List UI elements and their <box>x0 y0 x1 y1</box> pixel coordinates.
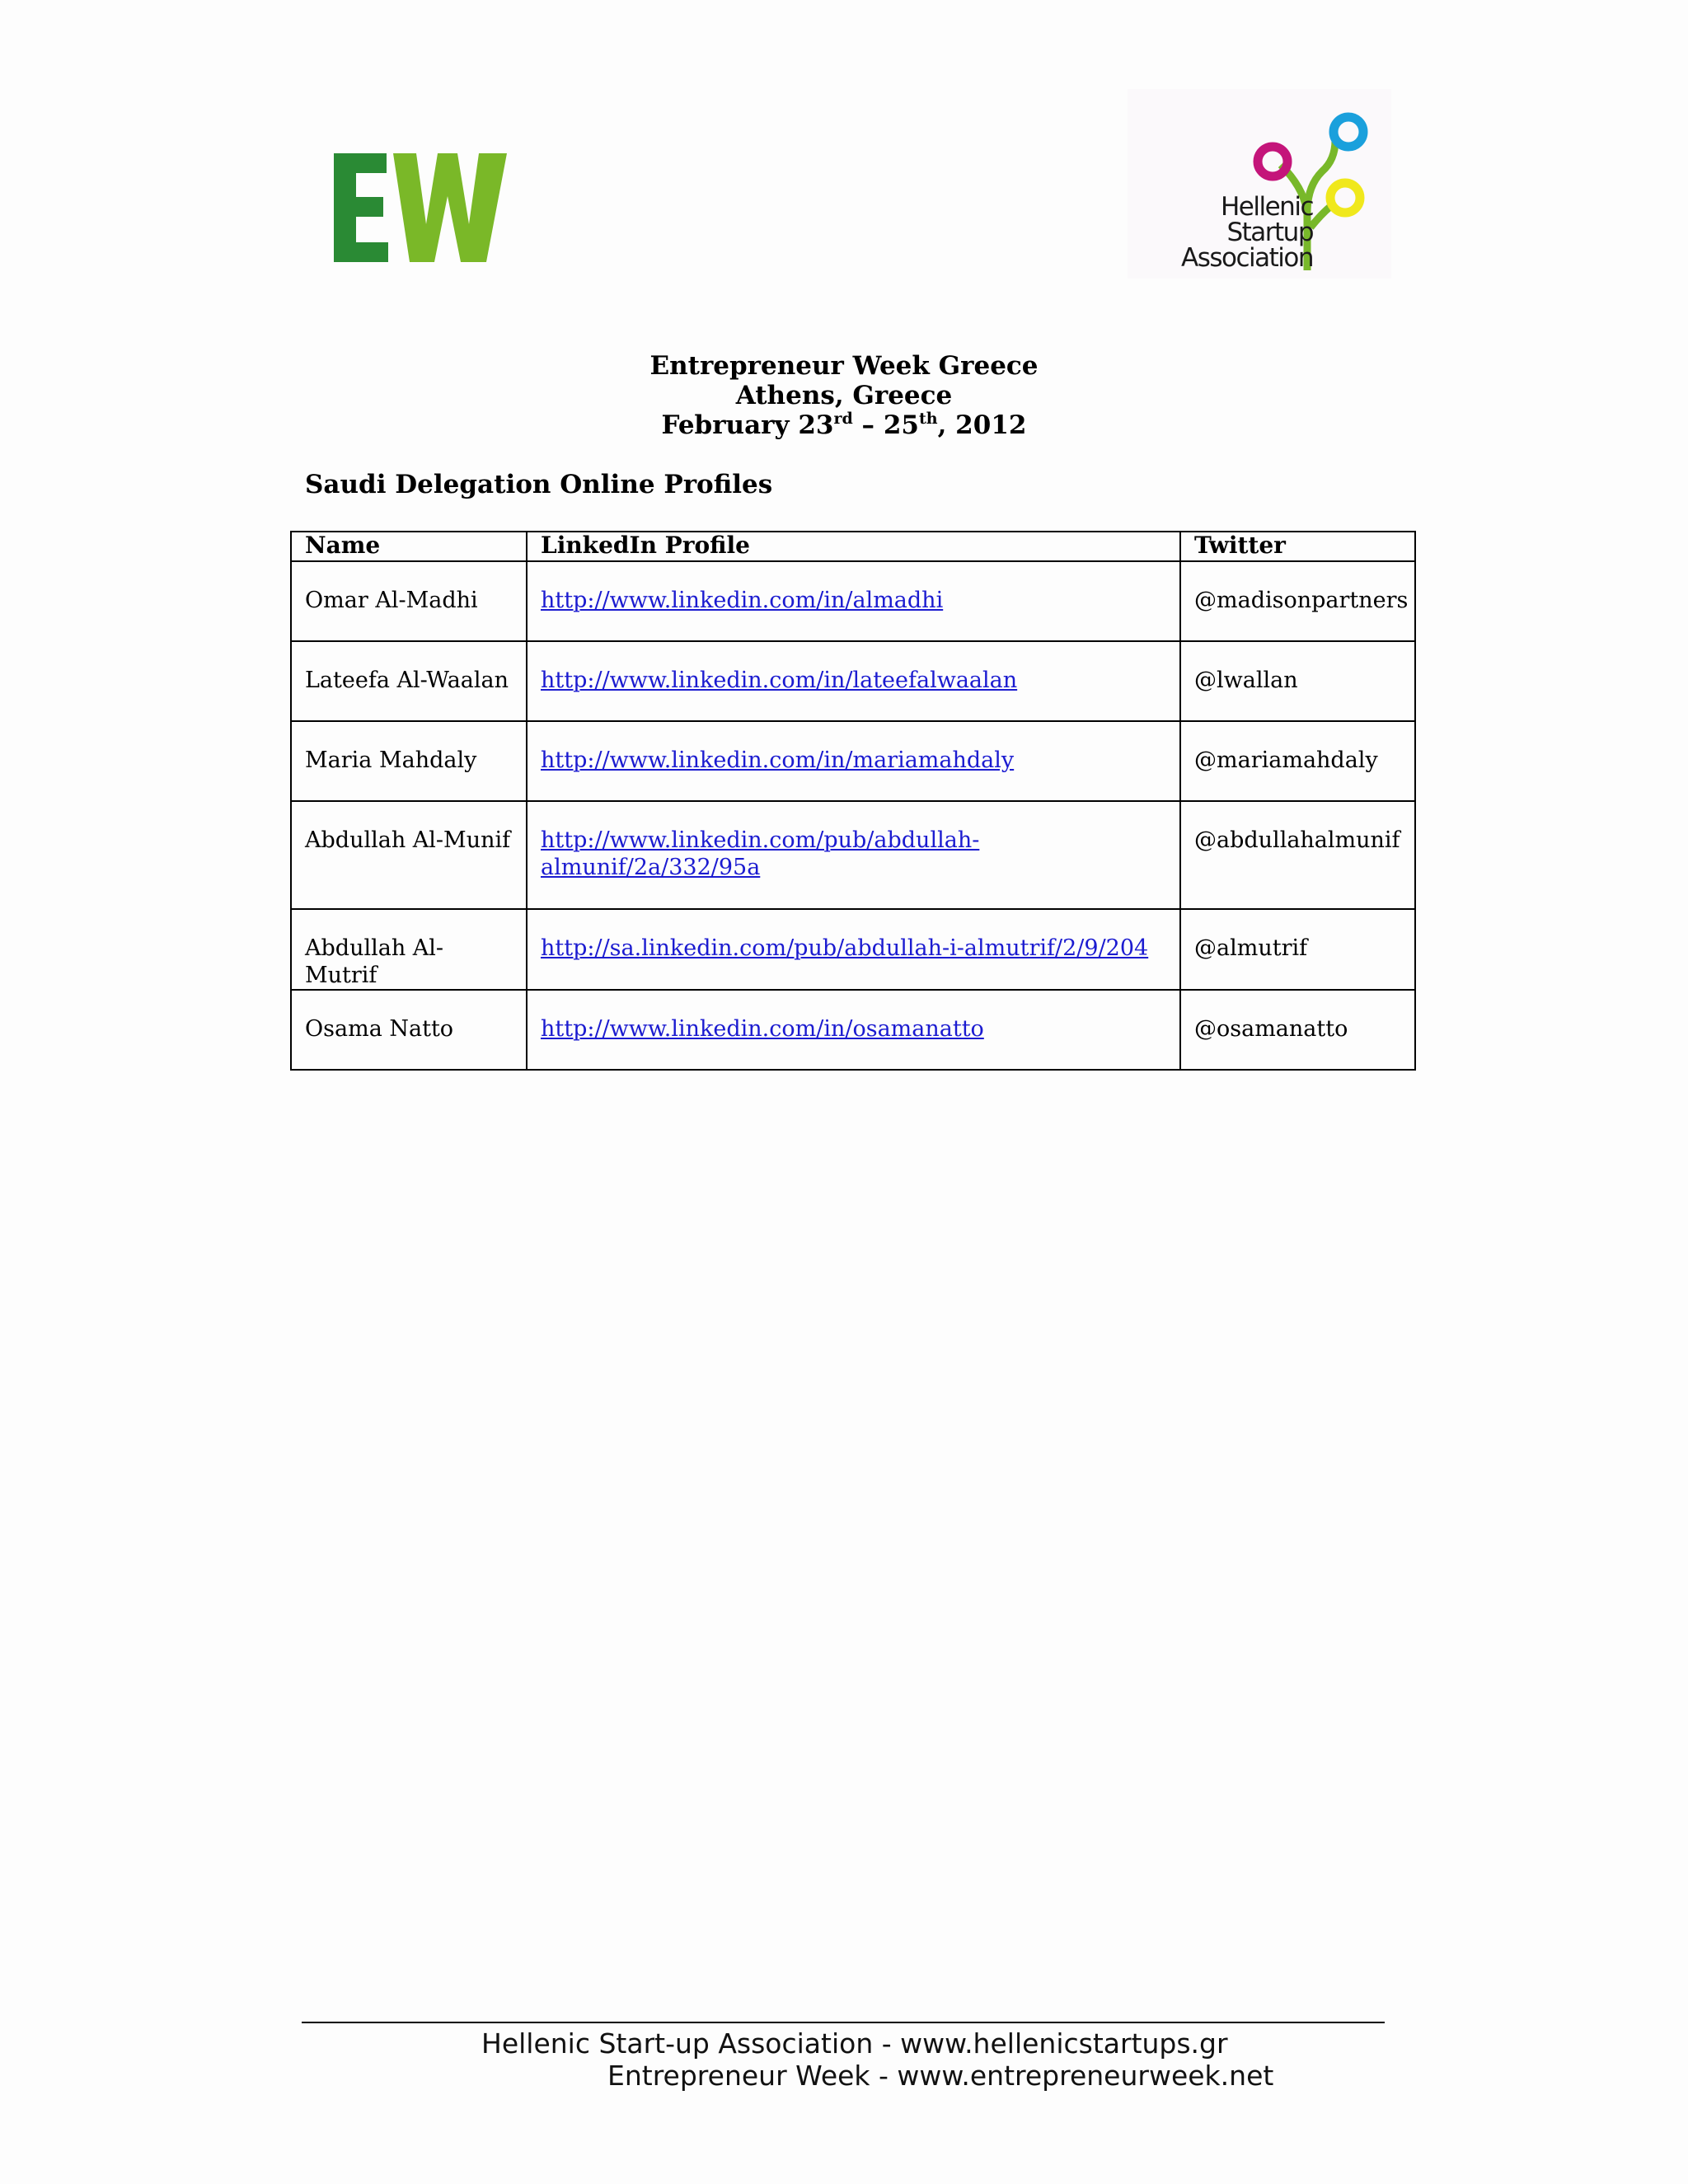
column-header-name: Name <box>291 532 527 561</box>
twitter-cell: @lwallan <box>1180 641 1415 721</box>
table-row <box>291 721 1415 801</box>
table-row <box>291 909 1415 990</box>
ew-logo <box>334 153 507 262</box>
linkedin-cell <box>527 721 1180 801</box>
name-cell: Abdullah Al-Mutrif <box>291 909 527 990</box>
linkedin-link[interactable]: http://www.linkedin.com/in/mariamahdaly <box>541 748 1015 773</box>
section-title: Saudi Delegation Online Profiles <box>305 470 773 499</box>
name-cell: Omar Al-Madhi <box>291 561 527 641</box>
table-row <box>291 801 1415 909</box>
table-row <box>291 641 1415 721</box>
linkedin-link[interactable]: http://www.linkedin.com/in/lateefalwaalan <box>541 668 1018 693</box>
footer-hsa-line: Hellenic Start-up Association - www.hellenicstartups.gr <box>481 2027 1228 2060</box>
twitter-cell: @osamanatto <box>1180 990 1415 1070</box>
hsa-logo-text: Hellenic Startup Association <box>1180 192 1313 273</box>
name-cell: Maria Mahdaly <box>291 721 527 801</box>
linkedin-cell <box>527 909 1180 990</box>
footer-divider <box>302 2022 1385 2023</box>
linkedin-cell <box>527 561 1180 641</box>
linkedin-cell <box>527 990 1180 1070</box>
table-header-row <box>291 532 1415 561</box>
column-header-twitter: Twitter <box>1180 532 1415 561</box>
event-date: February 23rd – 25th, 2012 <box>661 410 1027 440</box>
table-row <box>291 990 1415 1070</box>
profiles-table <box>290 531 1416 1071</box>
linkedin-cell <box>527 801 1180 909</box>
document-heading <box>0 351 1688 440</box>
linkedin-link[interactable]: http://www.linkedin.com/in/osamanatto <box>541 1016 984 1042</box>
event-location: Athens, Greece <box>735 381 953 410</box>
linkedin-link[interactable] <box>541 827 979 880</box>
linkedin-link-line1: http://www.linkedin.com/pub/abdullah- <box>541 827 980 853</box>
linkedin-link-line2: almunif/2a/332/95a <box>541 855 761 880</box>
twitter-cell: @madisonpartners <box>1180 561 1415 641</box>
twitter-cell: @abdullahalmunif <box>1180 801 1415 909</box>
linkedin-link[interactable]: http://www.linkedin.com/in/almadhi <box>541 588 944 613</box>
name-cell: Lateefa Al-Waalan <box>291 641 527 721</box>
table-row <box>291 561 1415 641</box>
footer-ew-line: Entrepreneur Week - www.entrepreneurweek.net <box>607 2060 1274 2092</box>
twitter-cell: @almutrif <box>1180 909 1415 990</box>
column-header-linkedin: LinkedIn Profile <box>527 532 1180 561</box>
name-cell: Abdullah Al-Munif <box>291 801 527 909</box>
linkedin-cell <box>527 641 1180 721</box>
name-cell: Osama Natto <box>291 990 527 1070</box>
twitter-cell: @mariamahdaly <box>1180 721 1415 801</box>
hellenic-startup-association-logo <box>1128 89 1391 279</box>
linkedin-link[interactable]: http://sa.linkedin.com/pub/abdullah-i-almutrif/2/9/204 <box>541 935 1149 961</box>
event-title: Entrepreneur Week Greece <box>649 351 1039 381</box>
